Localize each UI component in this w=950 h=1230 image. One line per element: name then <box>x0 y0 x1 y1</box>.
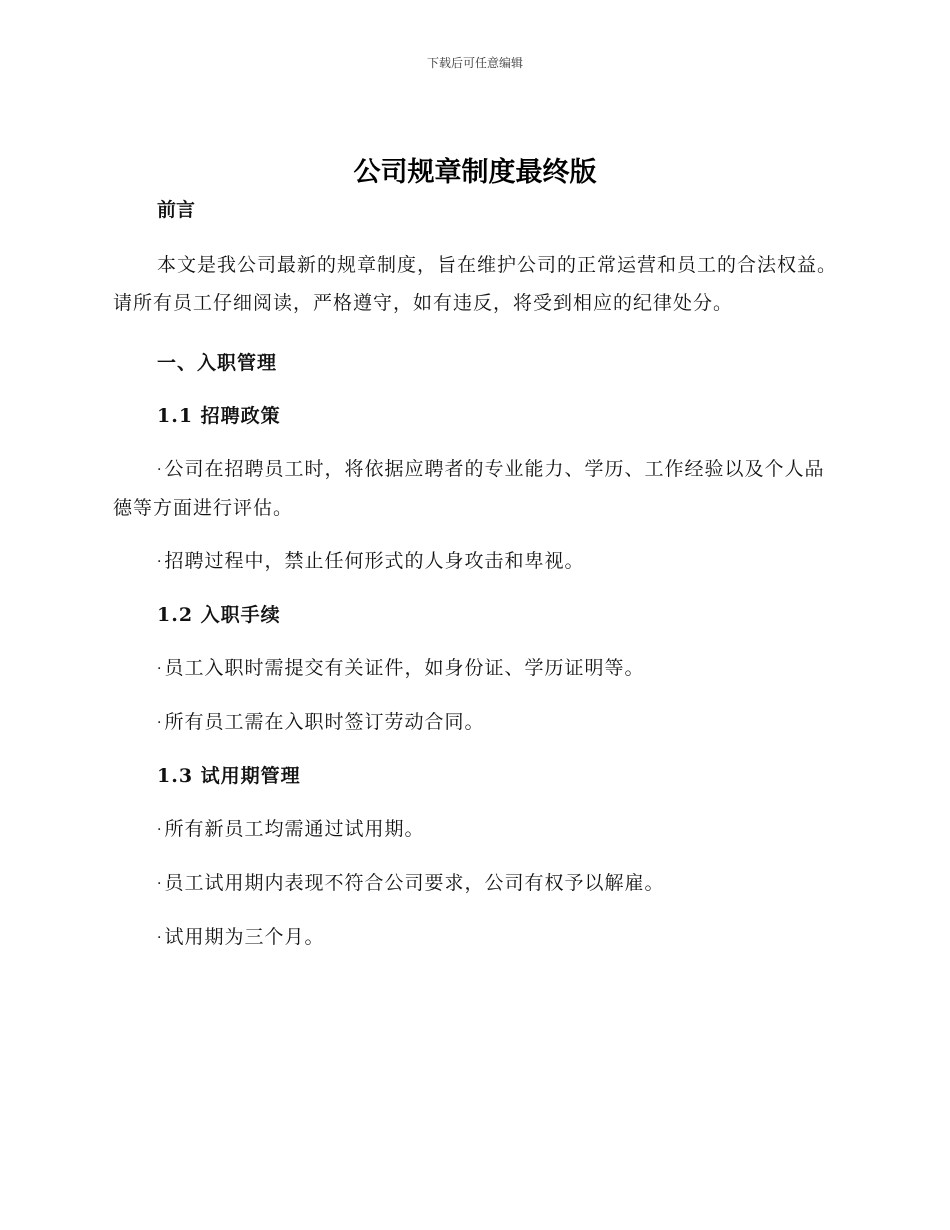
section-heading-onboarding: 一、入职管理 <box>157 352 278 374</box>
subsection-heading-probation: 1.3 试用期管理 <box>157 765 301 787</box>
document-title: 公司规章制度最终版 <box>353 157 597 188</box>
header-note: 下载后可任意编辑 <box>426 56 523 70</box>
list-item <box>113 810 837 849</box>
preface-heading: 前言 <box>157 199 196 221</box>
list-item <box>113 703 837 742</box>
subsection-heading-procedures: 1.2 入职手续 <box>157 604 281 626</box>
list-item-text: 试用期为三个月。 <box>164 926 325 948</box>
bullet-icon: · <box>157 715 163 731</box>
list-item-text: 所有新员工均需通过试用期。 <box>164 818 425 840</box>
list-item <box>113 918 837 957</box>
subsection-heading-recruitment: 1.1 招聘政策 <box>157 405 281 427</box>
list-item <box>113 864 837 903</box>
list-item-text: 招聘过程中，禁止任何形式的人身攻击和卑视。 <box>164 550 585 572</box>
list-item-text: 员工入职时需提交有关证件，如身份证、学历证明等。 <box>164 657 645 679</box>
list-item-text: 公司在招聘员工时，将依据应聘者的专业能力、学历、工作经验以及个人品德等方面进行评估。 <box>113 458 825 519</box>
bullet-icon: · <box>157 876 163 892</box>
bullet-icon: · <box>157 930 163 946</box>
bullet-icon: · <box>157 661 163 677</box>
bullet-icon: · <box>157 462 163 478</box>
bullet-icon: · <box>157 822 163 838</box>
preface-text: 本文是我公司最新的规章制度，旨在维护公司的正常运营和员工的合法权益。请所有员工仔细阅读，严格遵守，如有违反，将受到相应的纪律处分。 <box>113 254 838 314</box>
list-item <box>113 542 837 581</box>
list-item <box>113 450 837 527</box>
document-body <box>113 195 837 957</box>
bullet-icon: · <box>157 554 163 570</box>
list-item-text: 员工试用期内表现不符合公司要求，公司有权予以解雇。 <box>164 872 665 894</box>
list-item <box>113 649 837 688</box>
list-item-text: 所有员工需在入职时签订劳动合同。 <box>164 711 485 733</box>
